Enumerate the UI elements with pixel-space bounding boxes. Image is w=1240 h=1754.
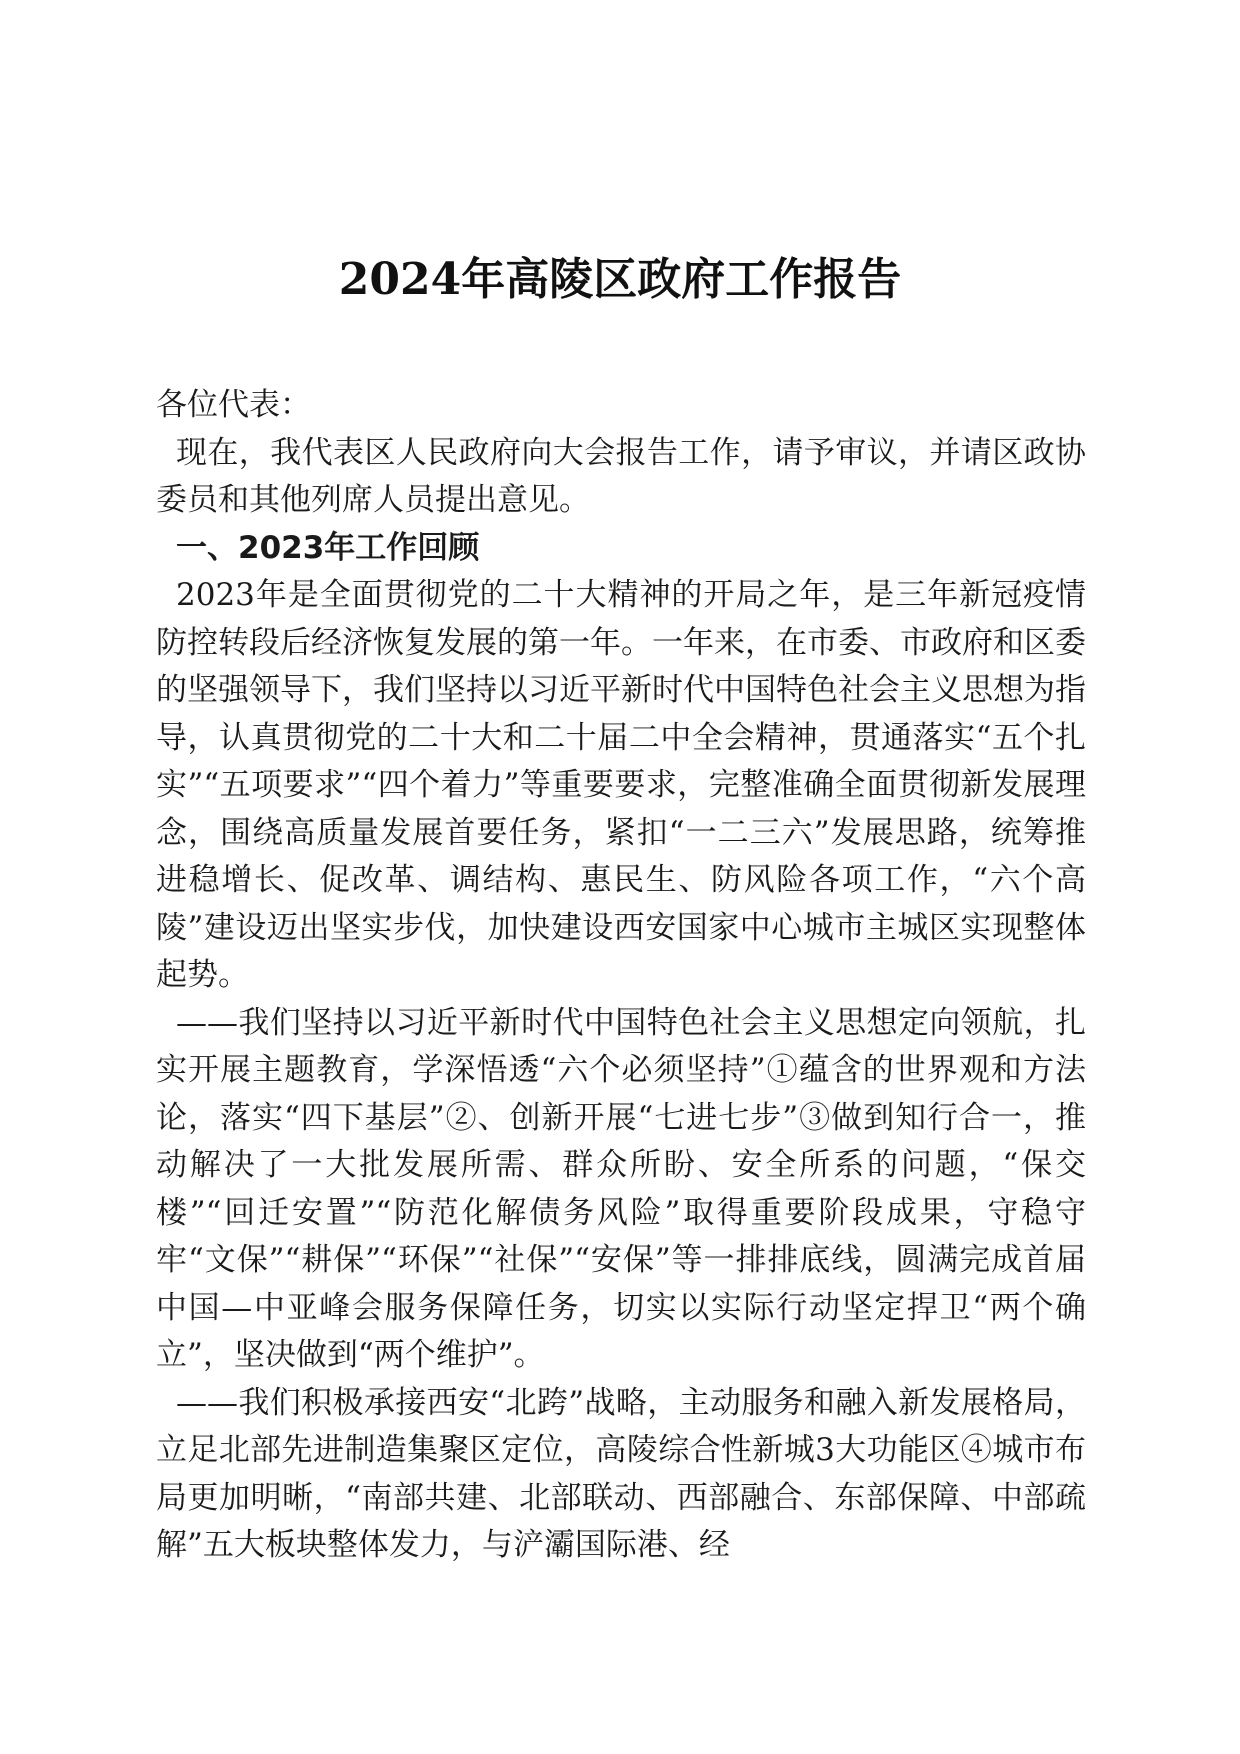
- body-paragraph: ——我们坚持以习近平新时代中国特色社会主义思想定向领航，扎实开展主题教育，学深悟透“六个必须坚持”①蕴含的世界观和方法论，落实“四下基层”②、创新开展“七进七步”③做到知行合一，推动解决了一大批发展所需、群众所盼、安全所系的问题，“保交楼”“回迁安置”“防范化解债务风险”取得重要阶段成果，守稳守牢“文保”“耕保”“环保”“社保”“安保”等一排排底线，圆满完成首届中国—中亚峰会服务保障任务，切实以实际行动坚定捍卫“两个确立”，坚决做到“两个维护”。: [156, 1004, 1086, 1373]
- salutation: 各位代表：: [156, 387, 311, 423]
- document-title: 2024年高陵区政府工作报告: [338, 254, 902, 305]
- document-body: [156, 382, 1086, 1570]
- body-paragraph: 2023年是全面贯彻党的二十大精神的开局之年，是三年新冠疫情防控转段后经济恢复发展的第一年。一年来，在市委、市政府和区委的坚强领导下，我们坚持以习近平新时代中国特色社会主义思想为指导，认真贯彻党的二十大和二十届二中全会精神，贯通落实“五个扎实”“五项要求”“四个着力”等重要要求，完整准确全面贯彻新发展理念，围绕高质量发展首要任务，紧扣“一二三六”发展思路，统筹推进稳增长、促改革、调结构、惠民生、防风险各项工作，“六个高陵”建设迈出坚实步伐，加快建设西安国家中心城市主城区实现整体起势。: [156, 577, 1086, 993]
- intro-paragraph: 现在，我代表区人民政府向大会报告工作，请予审议，并请区政协委员和其他列席人员提出意见。: [156, 434, 1086, 518]
- body-paragraph: ——我们积极承接西安“北跨”战略，主动服务和融入新发展格局，立足北部先进制造集聚区定位，高陵综合性新城3大功能区④城市布局更加明晰，“南部共建、北部联动、西部融合、东部保障、中部疏解”五大板块整体发力，与浐灞国际港、经: [156, 1384, 1086, 1563]
- section-heading: 一、2023年工作回顾: [176, 529, 480, 566]
